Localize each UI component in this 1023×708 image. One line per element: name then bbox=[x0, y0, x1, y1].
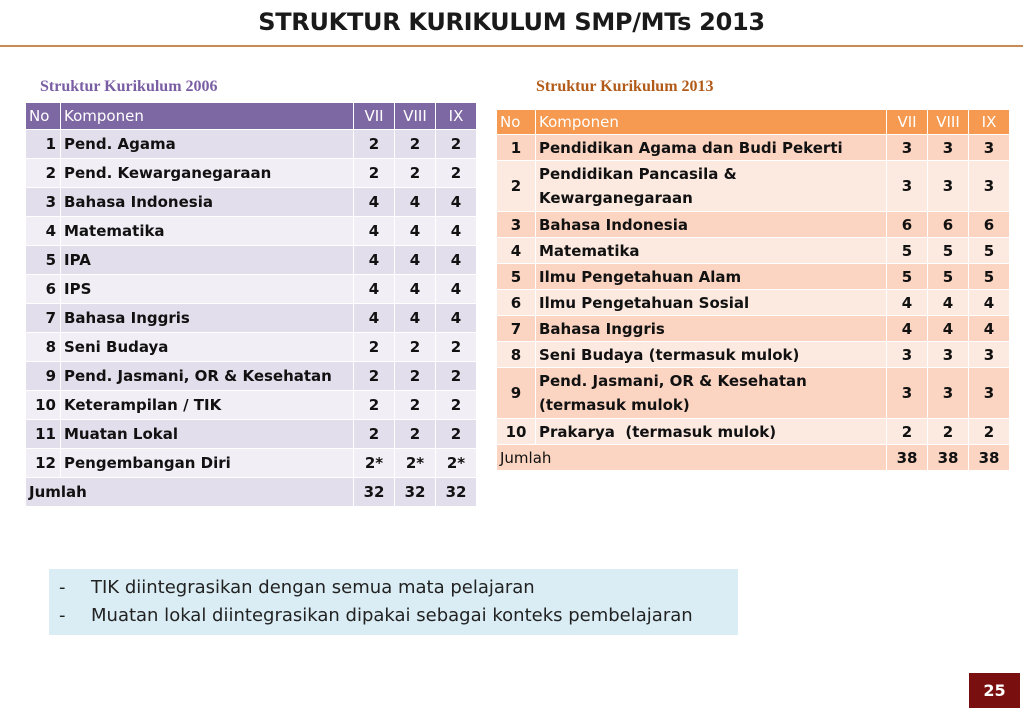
cell-total-ix: 32 bbox=[436, 478, 477, 507]
cell-komponen: Muatan Lokal bbox=[61, 420, 354, 449]
cell-viii: 6 bbox=[928, 212, 969, 238]
cell-viii: 2 bbox=[928, 419, 969, 445]
header-vii: VII bbox=[887, 110, 928, 135]
table-row bbox=[497, 212, 1010, 238]
table-row bbox=[26, 420, 477, 449]
cell-viii: 4 bbox=[395, 275, 436, 304]
cell-viii: 2 bbox=[395, 362, 436, 391]
cell-vii: 4 bbox=[354, 275, 395, 304]
cell-no: 11 bbox=[26, 420, 61, 449]
table-row bbox=[497, 161, 1010, 212]
table-row bbox=[26, 391, 477, 420]
cell-viii: 2 bbox=[395, 159, 436, 188]
cell-ix: 2 bbox=[436, 391, 477, 420]
cell-komponen: Keterampilan / TIK bbox=[61, 391, 354, 420]
cell-ix: 2* bbox=[436, 449, 477, 478]
cell-viii: 4 bbox=[395, 217, 436, 246]
cell-viii: 4 bbox=[928, 290, 969, 316]
cell-ix: 2 bbox=[969, 419, 1010, 445]
cell-viii: 4 bbox=[395, 304, 436, 333]
title-divider bbox=[0, 45, 1023, 47]
cell-viii: 5 bbox=[928, 264, 969, 290]
note-text: Muatan lokal diintegrasikan dipakai sebagai konteks pembelajaran bbox=[91, 605, 693, 626]
cell-no: 7 bbox=[497, 316, 536, 342]
table-total-row bbox=[26, 478, 477, 507]
table-row bbox=[497, 316, 1010, 342]
cell-komponen: Bahasa Inggris bbox=[536, 316, 887, 342]
cell-komponen: Seni Budaya bbox=[61, 333, 354, 362]
curriculum-2006-table bbox=[25, 102, 477, 507]
cell-viii: 2 bbox=[395, 333, 436, 362]
cell-ix: 2 bbox=[436, 333, 477, 362]
cell-vii: 2 bbox=[354, 333, 395, 362]
cell-ix: 4 bbox=[436, 304, 477, 333]
cell-komponen: Prakarya (termasuk mulok) bbox=[536, 419, 887, 445]
curriculum-2013-table bbox=[496, 109, 1010, 471]
cell-ix: 4 bbox=[436, 188, 477, 217]
cell-no: 1 bbox=[26, 130, 61, 159]
table-row bbox=[497, 135, 1010, 161]
cell-vii: 3 bbox=[887, 161, 928, 212]
cell-vii: 2 bbox=[354, 420, 395, 449]
cell-ix: 2 bbox=[436, 420, 477, 449]
cell-viii: 2 bbox=[395, 420, 436, 449]
cell-total-viii: 32 bbox=[395, 478, 436, 507]
header-komponen: Komponen bbox=[536, 110, 887, 135]
cell-total-label: Jumlah bbox=[497, 445, 887, 471]
cell-no: 8 bbox=[26, 333, 61, 362]
cell-viii: 5 bbox=[928, 238, 969, 264]
cell-komponen: IPA bbox=[61, 246, 354, 275]
cell-komponen: Pend. Kewarganegaraan bbox=[61, 159, 354, 188]
cell-viii: 3 bbox=[928, 161, 969, 212]
table-row bbox=[26, 449, 477, 478]
table-header-row bbox=[497, 110, 1010, 135]
cell-viii: 4 bbox=[395, 246, 436, 275]
cell-total-viii: 38 bbox=[928, 445, 969, 471]
cell-no: 10 bbox=[497, 419, 536, 445]
cell-ix: 3 bbox=[969, 342, 1010, 368]
table-row bbox=[497, 264, 1010, 290]
table-row bbox=[497, 368, 1010, 419]
cell-komponen: Pengembangan Diri bbox=[61, 449, 354, 478]
cell-no: 4 bbox=[497, 238, 536, 264]
cell-total-vii: 38 bbox=[887, 445, 928, 471]
cell-komponen: Pendidikan Agama dan Budi Pekerti bbox=[536, 135, 887, 161]
table-row bbox=[26, 333, 477, 362]
cell-vii: 2 bbox=[887, 419, 928, 445]
table-row bbox=[26, 246, 477, 275]
cell-vii: 2* bbox=[354, 449, 395, 478]
cell-viii: 4 bbox=[928, 316, 969, 342]
cell-komponen: Matematika bbox=[536, 238, 887, 264]
table-header-row bbox=[26, 103, 477, 130]
cell-ix: 5 bbox=[969, 238, 1010, 264]
header-ix: IX bbox=[436, 103, 477, 130]
cell-no: 6 bbox=[26, 275, 61, 304]
cell-vii: 3 bbox=[887, 342, 928, 368]
cell-komponen: IPS bbox=[61, 275, 354, 304]
notes-box bbox=[49, 569, 738, 635]
cell-ix: 3 bbox=[969, 135, 1010, 161]
cell-vii: 3 bbox=[887, 135, 928, 161]
cell-no: 9 bbox=[26, 362, 61, 391]
table-row bbox=[497, 290, 1010, 316]
cell-no: 5 bbox=[497, 264, 536, 290]
cell-ix: 4 bbox=[436, 217, 477, 246]
cell-komponen: Pend. Jasmani, OR & Kesehatan (termasuk mulok) bbox=[536, 368, 887, 419]
cell-viii: 3 bbox=[928, 368, 969, 419]
header-ix: IX bbox=[969, 110, 1010, 135]
note-item bbox=[59, 605, 693, 626]
cell-ix: 3 bbox=[969, 368, 1010, 419]
cell-ix: 6 bbox=[969, 212, 1010, 238]
page-title: STRUKTUR KURIKULUM SMP/MTs 2013 bbox=[258, 8, 765, 36]
cell-no: 5 bbox=[26, 246, 61, 275]
cell-komponen: Matematika bbox=[61, 217, 354, 246]
cell-total-vii: 32 bbox=[354, 478, 395, 507]
cell-ix: 3 bbox=[969, 161, 1010, 212]
cell-viii: 3 bbox=[928, 342, 969, 368]
cell-komponen: Pendidikan Pancasila & Kewarganegaraan bbox=[536, 161, 887, 212]
cell-ix: 5 bbox=[969, 264, 1010, 290]
cell-ix: 4 bbox=[436, 246, 477, 275]
table-total-row bbox=[497, 445, 1010, 471]
cell-no: 4 bbox=[26, 217, 61, 246]
table-row bbox=[26, 130, 477, 159]
cell-vii: 5 bbox=[887, 238, 928, 264]
cell-vii: 4 bbox=[887, 316, 928, 342]
header-vii: VII bbox=[354, 103, 395, 130]
cell-vii: 3 bbox=[887, 368, 928, 419]
table-row bbox=[26, 217, 477, 246]
cell-vii: 2 bbox=[354, 362, 395, 391]
note-dash: - bbox=[59, 577, 66, 598]
cell-vii: 4 bbox=[354, 188, 395, 217]
cell-no: 8 bbox=[497, 342, 536, 368]
cell-no: 3 bbox=[26, 188, 61, 217]
table-row bbox=[26, 188, 477, 217]
cell-vii: 4 bbox=[354, 246, 395, 275]
cell-vii: 2 bbox=[354, 159, 395, 188]
cell-komponen: Pend. Agama bbox=[61, 130, 354, 159]
cell-komponen: Seni Budaya (termasuk mulok) bbox=[536, 342, 887, 368]
table-row bbox=[26, 159, 477, 188]
cell-komponen: Ilmu Pengetahuan Sosial bbox=[536, 290, 887, 316]
cell-ix: 4 bbox=[436, 275, 477, 304]
table-row bbox=[497, 342, 1010, 368]
note-dash: - bbox=[59, 605, 66, 626]
cell-vii: 6 bbox=[887, 212, 928, 238]
cell-vii: 2 bbox=[354, 391, 395, 420]
table-row bbox=[497, 419, 1010, 445]
cell-ix: 2 bbox=[436, 159, 477, 188]
cell-no: 6 bbox=[497, 290, 536, 316]
cell-no: 2 bbox=[26, 159, 61, 188]
cell-no: 7 bbox=[26, 304, 61, 333]
cell-viii: 4 bbox=[395, 188, 436, 217]
cell-komponen: Bahasa Indonesia bbox=[536, 212, 887, 238]
table-row bbox=[26, 275, 477, 304]
header-komponen: Komponen bbox=[61, 103, 354, 130]
cell-vii: 4 bbox=[354, 304, 395, 333]
table-row bbox=[497, 238, 1010, 264]
cell-no: 12 bbox=[26, 449, 61, 478]
cell-ix: 4 bbox=[969, 316, 1010, 342]
cell-ix: 2 bbox=[436, 130, 477, 159]
table-2013-subtitle: Struktur Kurikulum 2013 bbox=[536, 78, 714, 95]
cell-vii: 4 bbox=[354, 217, 395, 246]
cell-no: 3 bbox=[497, 212, 536, 238]
cell-no: 10 bbox=[26, 391, 61, 420]
cell-komponen: Bahasa Indonesia bbox=[61, 188, 354, 217]
cell-viii: 2* bbox=[395, 449, 436, 478]
cell-no: 2 bbox=[497, 161, 536, 212]
cell-komponen: Ilmu Pengetahuan Alam bbox=[536, 264, 887, 290]
note-item bbox=[59, 577, 535, 598]
cell-total-label: Jumlah bbox=[26, 478, 354, 507]
header-no: No bbox=[497, 110, 536, 135]
header-no: No bbox=[26, 103, 61, 130]
cell-viii: 2 bbox=[395, 391, 436, 420]
cell-vii: 5 bbox=[887, 264, 928, 290]
header-viii: VIII bbox=[928, 110, 969, 135]
cell-no: 9 bbox=[497, 368, 536, 419]
cell-ix: 4 bbox=[969, 290, 1010, 316]
note-text: TIK diintegrasikan dengan semua mata pelajaran bbox=[91, 577, 535, 598]
header-viii: VIII bbox=[395, 103, 436, 130]
table-row bbox=[26, 362, 477, 391]
cell-viii: 3 bbox=[928, 135, 969, 161]
cell-no: 1 bbox=[497, 135, 536, 161]
cell-vii: 2 bbox=[354, 130, 395, 159]
page-number-badge: 25 bbox=[969, 673, 1020, 708]
cell-viii: 2 bbox=[395, 130, 436, 159]
cell-komponen: Bahasa Inggris bbox=[61, 304, 354, 333]
table-2006-subtitle: Struktur Kurikulum 2006 bbox=[40, 78, 218, 95]
cell-total-ix: 38 bbox=[969, 445, 1010, 471]
cell-vii: 4 bbox=[887, 290, 928, 316]
table-row bbox=[26, 304, 477, 333]
cell-komponen: Pend. Jasmani, OR & Kesehatan bbox=[61, 362, 354, 391]
cell-ix: 2 bbox=[436, 362, 477, 391]
